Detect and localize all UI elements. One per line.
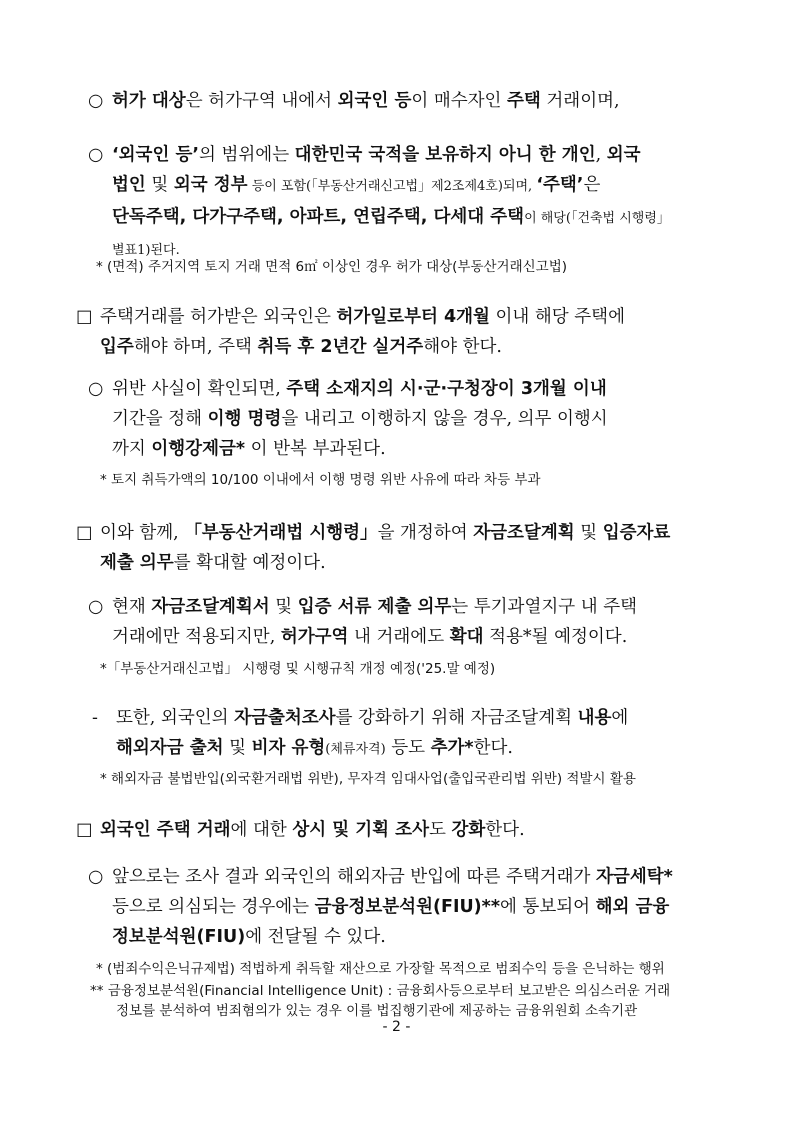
circle-bullet: ○: [88, 91, 104, 111]
text: 에 통보되어: [499, 897, 596, 917]
text: 법인: [112, 175, 146, 195]
line: [88, 592, 637, 622]
text: 해야 한다.: [423, 337, 502, 357]
text: 자금조달계획서: [151, 597, 270, 617]
paragraph-scope: [88, 86, 620, 116]
text: 를 강화하기 위해 자금조달계획: [335, 708, 578, 728]
text: 주택 소재지의 시·군·구청장이 3개월 이내: [286, 379, 607, 399]
text: 입증 서류 제출 의무: [297, 597, 452, 617]
text: 주택: [507, 91, 541, 111]
text: 은: [583, 175, 601, 195]
text: 등이 포함(「부동산거래신고법」제2조제4호)되며,: [247, 179, 537, 194]
line: [88, 170, 670, 202]
text: 내용: [577, 708, 612, 728]
circle-bullet: ○: [88, 867, 104, 887]
text: 대한민국 국적을 보유하지 아니 한 개인: [294, 145, 596, 165]
text: 이행 명령: [207, 409, 282, 429]
text: 이와 함께,: [100, 523, 185, 543]
footnote: * 해외자금 불법반입(외국환거래법 위반), 무자격 임대사업(출입국관리법 위반) 적발시 활용: [100, 771, 636, 787]
circle-bullet: ○: [88, 379, 104, 399]
text: 외국인 등: [337, 91, 412, 111]
text: 은 허가구역 내에서: [185, 91, 338, 111]
line: [92, 733, 628, 765]
text: 입증자료: [602, 523, 671, 543]
text: 해야 하며, 주택: [133, 337, 258, 357]
text: 외국: [606, 145, 641, 165]
text: 기간을 정해: [112, 409, 208, 429]
text: (체류자격): [325, 742, 386, 757]
line: [88, 622, 637, 652]
square-bullet: □: [76, 307, 93, 327]
text: 이 매수자인: [411, 91, 508, 111]
line: [76, 518, 670, 548]
text: 에 전달될 수 있다.: [245, 927, 386, 947]
square-bullet: □: [76, 523, 93, 543]
text: 에 대한: [230, 820, 293, 840]
text: 및: [574, 523, 603, 543]
text: 을 내리고 이행하지 않을 경우, 의무 이행시: [281, 409, 608, 429]
text: 까지: [112, 439, 152, 459]
line: [76, 332, 625, 362]
text: 및: [269, 597, 298, 617]
line: [88, 862, 673, 892]
text: 「부동산거래법 시행령」: [184, 523, 378, 543]
text: 이 해당(「건축법 시행령」: [524, 211, 670, 226]
text: 외국인 주택 거래: [100, 820, 231, 840]
footnote: 정보를 분석하여 범죄혐의가 있는 경우 이를 법집행기관에 제공하는 금융위원회 소속기관: [116, 1003, 638, 1019]
text: 강화: [451, 820, 486, 840]
text: 앞으로는 조사 결과 외국인의 해외자금 반입에 따른 주택거래가: [112, 867, 597, 887]
text: 자금세탁*: [596, 867, 673, 887]
text: 한다.: [485, 820, 525, 840]
text: 자금출처조사: [234, 708, 336, 728]
line: [88, 140, 670, 170]
text: 및: [223, 738, 252, 758]
footnote: * 토지 취득가액의 10/100 이내에서 이행 명령 위반 사유에 따라 차등 부과: [100, 472, 541, 488]
circle-bullet: ○: [88, 145, 104, 165]
text: 허가 대상: [112, 91, 186, 111]
text: 해외 금융: [595, 897, 670, 917]
text: 허가구역: [280, 627, 349, 647]
square-bullet: □: [76, 820, 93, 840]
text: 주택거래를 허가받은 외국인은: [100, 307, 337, 327]
paragraph-current-scope: [88, 592, 637, 652]
line: [92, 703, 628, 733]
text: 상시 및 기획 조사: [292, 820, 429, 840]
text: 이행강제금*: [151, 439, 246, 459]
page-number: - 2 -: [382, 1019, 411, 1035]
text: 별표1)된다.: [112, 243, 180, 258]
text: ,: [595, 145, 607, 165]
line: [88, 434, 608, 464]
text: 자금조달계획: [473, 523, 575, 543]
text: 외국 정부: [173, 175, 248, 195]
text: ‘주택’: [536, 175, 584, 195]
circle-bullet: ○: [88, 597, 104, 617]
line: [88, 374, 608, 404]
text: 또한, 외국인의: [116, 708, 235, 728]
text: 한다.: [473, 738, 513, 758]
footnote: * (범죄수익은닉규제법) 적법하게 취득할 재산으로 가장할 목적으로 범죄수익 등을 은닉하는 행위: [96, 961, 665, 977]
text: 는 투기과열지구 내 주택: [451, 597, 638, 617]
text: 단독주택, 다가구주택, 아파트, 연립주택, 다세대 주택: [112, 207, 525, 227]
line: [88, 202, 670, 234]
text: 도: [429, 820, 452, 840]
footnote: *「부동산거래신고법」 시행령 및 시행규칙 개정 예정('25.말 예정): [100, 661, 496, 677]
text: 입주: [100, 337, 134, 357]
text: 이내 해당 주택에: [489, 307, 625, 327]
text: ‘외국인 등’: [112, 145, 200, 165]
section-heading-funding: [76, 518, 670, 578]
line: [88, 404, 608, 434]
text: 허가일로부터 4개월: [336, 307, 490, 327]
text: 추가*: [430, 738, 474, 758]
text: 금융정보분석원(FIU)**: [314, 897, 500, 917]
text: 의 범위에는: [199, 145, 295, 165]
text: 정보분석원(FIU): [112, 927, 246, 947]
text: 비자 유형: [251, 738, 326, 758]
text: 이 반복 부과된다.: [245, 439, 386, 459]
line: [76, 302, 625, 332]
text: 등도: [385, 738, 431, 758]
footnote: ** 금융정보분석원(Financial Intelligence Unit) : 금융회사등으로부터 보고받은 의심스러운 거래: [90, 983, 671, 999]
footnote: * (면적) 주거지역 토지 거래 면적 6㎡ 이상인 경우 허가 대상(부동산거래신고법): [96, 259, 568, 275]
text: 를 확대할 예정이다.: [173, 553, 326, 573]
text: 내 거래에도: [348, 627, 450, 647]
text: 거래에만 적용되지만,: [112, 627, 281, 647]
text: 취득 후 2년간 실거주: [257, 337, 424, 357]
paragraph-foreigner-definition: [88, 140, 670, 266]
section-heading-residence: [76, 302, 625, 362]
text: 현재: [112, 597, 152, 617]
paragraph-violation: [88, 374, 608, 464]
paragraph-money-laundering: [88, 862, 673, 952]
text: 확대: [449, 627, 484, 647]
text: 위반 사실이 확인되면,: [112, 379, 287, 399]
line: [88, 922, 673, 952]
section-heading-investigation: [76, 815, 525, 845]
text: 거래이며,: [540, 91, 620, 111]
text: 제출 의무: [100, 553, 174, 573]
line: [88, 892, 673, 922]
text: 에: [611, 708, 629, 728]
text: 및: [145, 175, 174, 195]
text: 등으로 의심되는 경우에는: [112, 897, 315, 917]
text: 적용*될 예정이다.: [483, 627, 628, 647]
text: 해외자금 출처: [116, 738, 224, 758]
dash-bullet: -: [92, 708, 98, 728]
paragraph-fund-source: [92, 703, 628, 765]
line: [76, 548, 670, 578]
text: 을 개정하여: [377, 523, 474, 543]
